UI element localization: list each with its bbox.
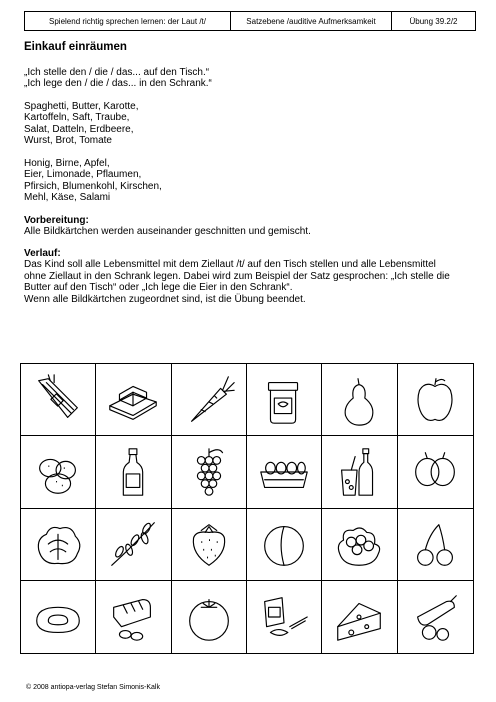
procedure-line: ohne Ziellaut in den Schrank legen. Dabei wird zum Beispiel der Satz gesprochen: „Ich stelle die	[24, 270, 450, 282]
flour-icon	[255, 588, 313, 646]
copyright-footer: © 2008 antiopa-verlag Stefan Simonis-Kalk	[26, 684, 160, 691]
picture-card	[398, 436, 473, 508]
sentence-1: „Ich stelle den / die / das... auf den Tisch.“	[24, 66, 210, 78]
picture-card	[247, 509, 322, 581]
picture-card-grid	[20, 363, 474, 654]
potatoes-icon	[29, 443, 87, 501]
picture-card	[21, 436, 96, 508]
preparation-text: Alle Bildkärtchen werden auseinander geschnitten und gemischt.	[24, 226, 311, 237]
cauliflower-icon	[330, 515, 388, 573]
word-line: Honig, Birne, Apfel,	[24, 157, 110, 169]
word-line: Spaghetti, Butter, Karotte,	[24, 100, 139, 112]
picture-card	[172, 509, 247, 581]
preparation-heading: Vorbereitung:	[24, 214, 89, 226]
grapes-icon	[180, 443, 238, 501]
eggs-icon	[255, 443, 313, 501]
word-line: Eier, Limonade, Pflaumen,	[24, 169, 142, 180]
worksheet-content	[24, 42, 480, 305]
carrot-icon	[180, 371, 238, 429]
picture-card	[247, 581, 322, 653]
word-line: Kartoffeln, Saft, Traube,	[24, 112, 130, 123]
pear-icon	[330, 371, 388, 429]
procedure-line: Butter auf den Tisch“ oder „Ich lege die Eier in den Schrank“.	[24, 282, 293, 293]
picture-card	[172, 581, 247, 653]
salami-icon	[406, 588, 464, 646]
sausage-icon	[29, 588, 87, 646]
header-table	[24, 11, 476, 31]
picture-card	[398, 364, 473, 436]
spaghetti-icon	[29, 371, 87, 429]
juice-bottle-icon	[104, 443, 162, 501]
picture-card	[172, 364, 247, 436]
word-line: Wurst, Brot, Tomate	[24, 135, 112, 146]
procedure-line: Das Kind soll alle Lebensmittel mit dem Ziellaut /t/ auf den Tisch stellen und alle Lebensmittel	[24, 259, 436, 270]
picture-card	[322, 364, 397, 436]
picture-card	[322, 509, 397, 581]
dates-icon	[104, 515, 162, 573]
picture-card	[172, 436, 247, 508]
header-middle: Satzebene /auditive Aufmerksamkeit	[231, 12, 392, 30]
picture-card	[96, 436, 171, 508]
procedure-line: Wenn alle Bildkärtchen zugeordnet sind, ist die Übung beendet.	[24, 293, 306, 305]
picture-card	[96, 509, 171, 581]
picture-card	[322, 436, 397, 508]
butter-icon	[104, 371, 162, 429]
picture-card	[247, 436, 322, 508]
picture-card	[21, 509, 96, 581]
picture-card	[96, 581, 171, 653]
word-line: Mehl, Käse, Salami	[24, 192, 111, 203]
procedure-heading: Verlauf:	[24, 247, 61, 259]
word-line: Salat, Datteln, Erdbeere,	[24, 123, 134, 135]
peach-icon	[255, 515, 313, 573]
header-right: Übung 39.2/2	[409, 16, 458, 26]
header-left: Spielend richtig sprechen lernen: der Laut /t/	[25, 12, 231, 30]
picture-card	[322, 581, 397, 653]
picture-card	[21, 364, 96, 436]
sentence-2: „Ich lege den / die / das... in den Schrank.“	[24, 78, 212, 89]
picture-card	[398, 581, 473, 653]
lemonade-icon	[330, 443, 388, 501]
cherries-icon	[406, 515, 464, 573]
honey-icon	[255, 371, 313, 429]
picture-card	[96, 364, 171, 436]
page-title: Einkauf einräumen	[24, 41, 127, 53]
strawberry-icon	[180, 515, 238, 573]
bread-icon	[104, 588, 162, 646]
plums-icon	[406, 443, 464, 501]
word-line: Pfirsich, Blumenkohl, Kirschen,	[24, 180, 162, 192]
picture-card	[21, 581, 96, 653]
cheese-icon	[330, 588, 388, 646]
tomato-icon	[180, 588, 238, 646]
picture-card	[398, 509, 473, 581]
apple-icon	[406, 371, 464, 429]
picture-card	[247, 364, 322, 436]
lettuce-icon	[29, 515, 87, 573]
